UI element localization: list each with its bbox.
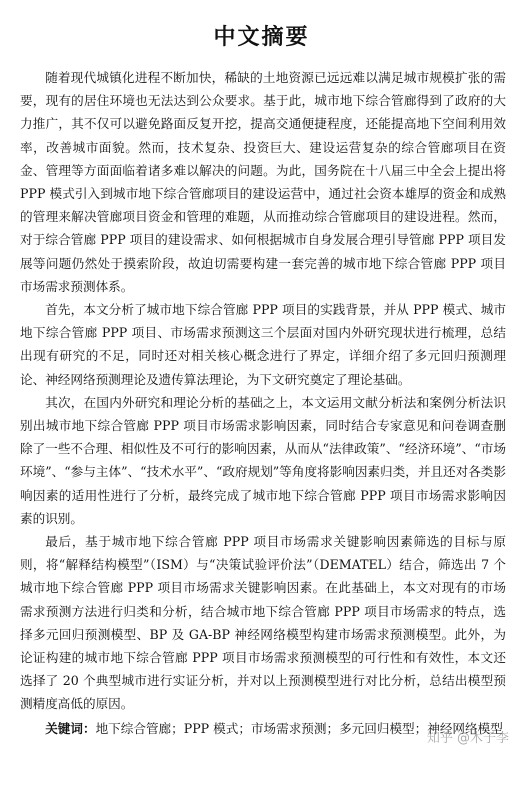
keywords-label: 关键词： xyxy=(45,720,96,736)
abstract-title: 中文摘要 xyxy=(213,25,310,50)
keywords-text: 地下综合管廊；PPP 模式；市场需求预测；多元回归模型；神经网络模型 xyxy=(95,720,503,736)
abstract-paragraph-3: 其次，在国内外研究和理论分析的基础之上，本文运用文献分析法和案例分析法识别出城市地下综合管廊 PPP 项目市场需求影响因素，同时结合专家意见和问卷调查删除了一些不合理、相似性及不可行的影响因素，从而从“法律政策”、“经济环境”、“市场环境”、“参与主体”、“技术水平”、“政府规划”等角度将影响因素归类，并且还对各类影响因素的适用性进行了分析，最终完成了城市地下综合管廊 PPP 项目市场需求影响因素的识别。 xyxy=(20,394,506,526)
abstract-paragraph-2: 首先，本文分析了城市地下综合管廊 PPP 项目的实践背景，并从 PPP 模式、城市地下综合管廊 PPP 项目、市场需求预测这三个层面对国内外研究现状进行梳理，总结出现有研究的不足，同时还对相关核心概念进行了界定，详细介绍了多元回归预测理论、神经网络预测理论及遗传算法理论，为下文研究奠定了理论基础。 xyxy=(20,302,506,387)
abstract-body xyxy=(20,66,506,740)
abstract-paragraph-1: 随着现代城镇化进程不断加快，稀缺的土地资源已远远难以满足城市规模扩张的需要，现有的居住环境也无法达到公众要求。基于此，城市地下综合管廊得到了政府的大力推广，其不仅可以避免路面反复开挖，提高交通便捷程度，还能提高地下空间利用效率，改善城市面貌。然而，技术复杂、投资巨大、建设运营复杂的综合管廊项目在资金、管理等方面面临着诸多难以解决的问题。为此，国务院在十八届三中全会上提出将 PPP 模式引入到城市地下综合管廊项目的建设运营中，通过社会资本雄厚的资金和成熟的管理来解决管廊项目资金和管理的难题，从而推动综合管廊项目的建设进程。然而，对于综合管廊 PPP 项目的建设需求、如何根据城市自身发展合理引导管廊 PPP 项目发展等问题仍然处于摸索阶段，故迫切需要构建一套完善的城市地下综合管廊 PPP 项目市场需求预测体系。 xyxy=(20,70,506,294)
abstract-paragraph-4: 最后，基于城市地下综合管廊 PPP 项目市场需求关键影响因素筛选的目标与原则，将“解释结构模型”（ISM）与“决策试验评价法”（DEMATEL）结合，筛选出 7 个城市地下综合管廊 PPP 项目市场需求关键影响因素。在此基础上，本文对现有的市场需求预测方法进行归类和分析，结合城市地下综合管廊 PPP 项目市场需求的特点，选择多元回归预测模型、BP 及 GA-BP 神经网络模型构建市场需求预测模型。此外，为论证构建的城市地下综合管廊 PPP 项目市场需求预测模型的可行性和有效性，本文还选择了 20 个典型城市进行实证分析，并对以上预测模型进行对比分析，总结出模型预测精度高低的原因。 xyxy=(20,534,506,712)
watermark-text: 知乎 @木子李 xyxy=(426,731,509,746)
